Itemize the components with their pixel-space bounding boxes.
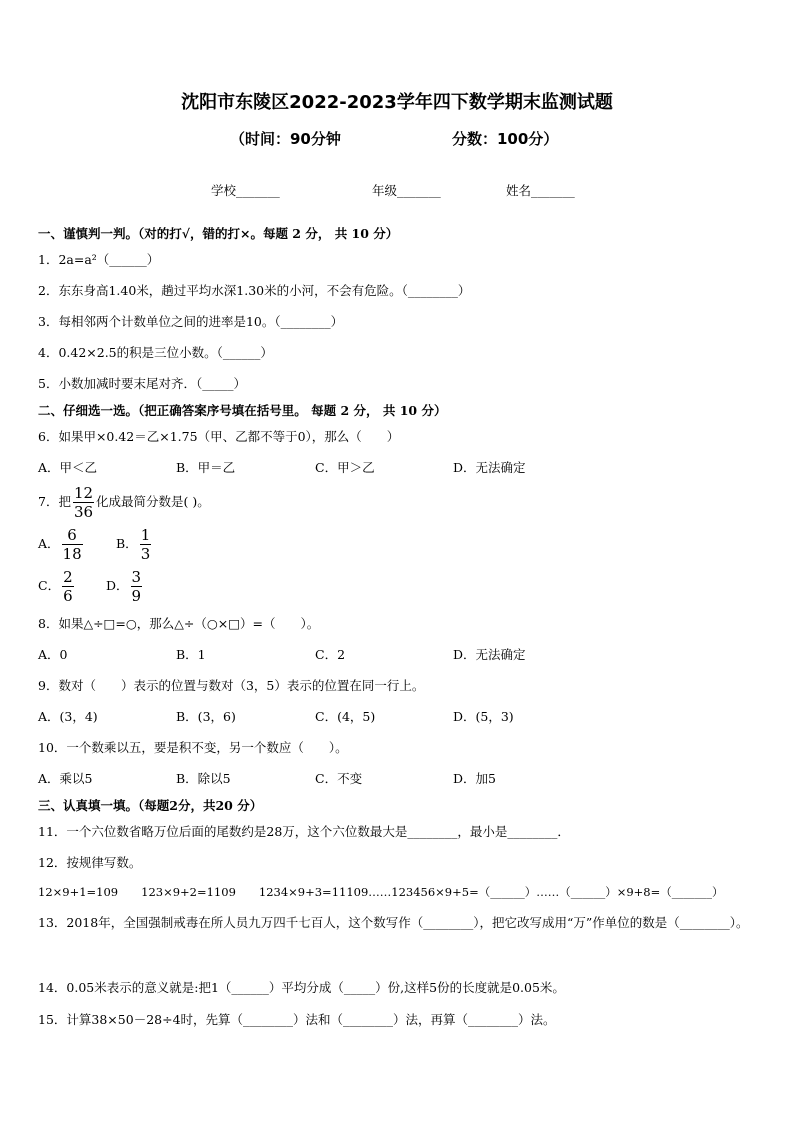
q10-option-c: C．不变 [315, 771, 363, 786]
question-3: 3．每相邻两个计数单位之间的进率是10。（________） [38, 314, 344, 329]
q7-option-d-denominator: 9 [131, 587, 142, 605]
question-11: 11．一个六位数省略万位后面的尾数约是28万，这个六位数最大是________，最小是________． [38, 824, 570, 839]
question-2: 2．东东身高1.40米，趟过平均水深1.30米的小河，不会有危险。（________） [38, 283, 471, 298]
q9-option-c: C．(4，5) [315, 709, 376, 724]
q6-option-d: D．无法确定 [453, 460, 526, 475]
question-10: 10．一个数乘以五，要是积不变，另一个数应（ ）。 [38, 740, 348, 755]
q7-option-b-numerator: 1 [140, 526, 151, 544]
score-label: 分数：100分） [452, 130, 559, 148]
q7-suffix: 化成最简分数是( )。 [96, 494, 210, 509]
q8-option-a: A．0 [38, 647, 68, 662]
q9-option-b: B．(3，6) [176, 709, 236, 724]
q7-option-c [38, 568, 76, 605]
q7-option-d [106, 568, 144, 605]
section-3-heading: 三、认真填一填。（每题2分，共20 分） [38, 798, 263, 813]
q7-prefix: 7．把 [38, 494, 71, 509]
q7-option-b-denominator: 3 [140, 545, 151, 563]
q6-option-c: C．甲＞乙 [315, 460, 375, 475]
q10-option-b: B．除以5 [176, 771, 231, 786]
question-5: 5．小数加减时要末尾对齐．（_____） [38, 376, 246, 391]
time-label: （时间：90分钟 [230, 130, 341, 148]
question-6: 6．如果甲×0.42＝乙×1.75（甲、乙都不等于0），那么（ ） [38, 429, 400, 444]
q7-option-d-label: D． [106, 578, 129, 593]
section-2-heading: 二、仔细选一选。（把正确答案序号填在括号里。 每题 2 分， 共 10 分） [38, 403, 447, 418]
q7-option-b-label: B． [116, 536, 138, 551]
q7-option-b-fraction [140, 526, 152, 563]
question-12-sequence: 12×9+1=109 123×9+2=1109 1234×9+3=11109……123456×9+5=（______）……（______）×9+8=（_______） [38, 885, 724, 899]
q7-option-a-fraction [62, 526, 83, 563]
q7-option-a [38, 526, 85, 563]
q8-option-d: D．无法确定 [453, 647, 526, 662]
q8-option-c: C．2 [315, 647, 346, 662]
question-4: 4．0.42×2.5的积是三位小数。（______） [38, 345, 273, 360]
question-8: 8．如果△÷□=○，那么△÷（○×□）=（ ）。 [38, 616, 320, 631]
name-field: 姓名_______ [506, 183, 575, 198]
q7-option-d-fraction [131, 568, 143, 605]
school-field: 学校_______ [211, 183, 280, 198]
question-15: 15．计算38×50－28÷4时，先算（________）法和（________）法，再算（________）法。 [38, 1012, 556, 1027]
section-1-heading: 一、谨慎判一判。（对的打√，错的打×。每题 2 分， 共 10 分） [38, 226, 399, 241]
q7-option-c-fraction [62, 568, 74, 605]
q9-option-a: A．(3，4) [38, 709, 98, 724]
q6-option-b: B．甲＝乙 [176, 460, 236, 475]
question-12: 12．按规律写数。 [38, 855, 142, 870]
q7-option-d-numerator: 3 [131, 568, 142, 586]
q7-fraction [73, 484, 94, 521]
q7-denominator: 36 [73, 503, 94, 521]
question-1: 1．2a=a²（______） [38, 252, 160, 267]
grade-field: 年级_______ [372, 183, 441, 198]
q7-option-c-denominator: 6 [63, 587, 73, 605]
question-14: 14．0.05米表示的意义就是:把1（______）平均分成（_____）份,这样5份的长度就是0.05米。 [38, 980, 565, 995]
q7-option-c-numerator: 2 [63, 568, 73, 586]
question-13: 13．2018年，全国强制戒毒在所人员九万四千七百人，这个数写作（________），把它改写成用“万”作单位的数是（________）。 [38, 915, 749, 930]
question-7 [38, 484, 210, 521]
q7-option-c-label: C． [38, 578, 61, 593]
q7-numerator: 12 [73, 484, 94, 502]
q10-option-a: A．乘以5 [38, 771, 93, 786]
q7-option-a-label: A． [38, 536, 60, 551]
q7-option-a-denominator: 18 [62, 545, 82, 563]
q7-option-a-numerator: 6 [67, 526, 77, 544]
q9-option-d: D．(5，3) [453, 709, 514, 724]
question-9: 9．数对（ ）表示的位置与数对（3，5）表示的位置在同一行上。 [38, 678, 425, 693]
q10-option-d: D．加5 [453, 771, 496, 786]
page-title: 沈阳市东陵区2022-2023学年四下数学期末监测试题 [181, 92, 613, 113]
q8-option-b: B．1 [176, 647, 206, 662]
q6-option-a: A．甲＜乙 [38, 460, 98, 475]
q7-option-b [116, 526, 153, 563]
